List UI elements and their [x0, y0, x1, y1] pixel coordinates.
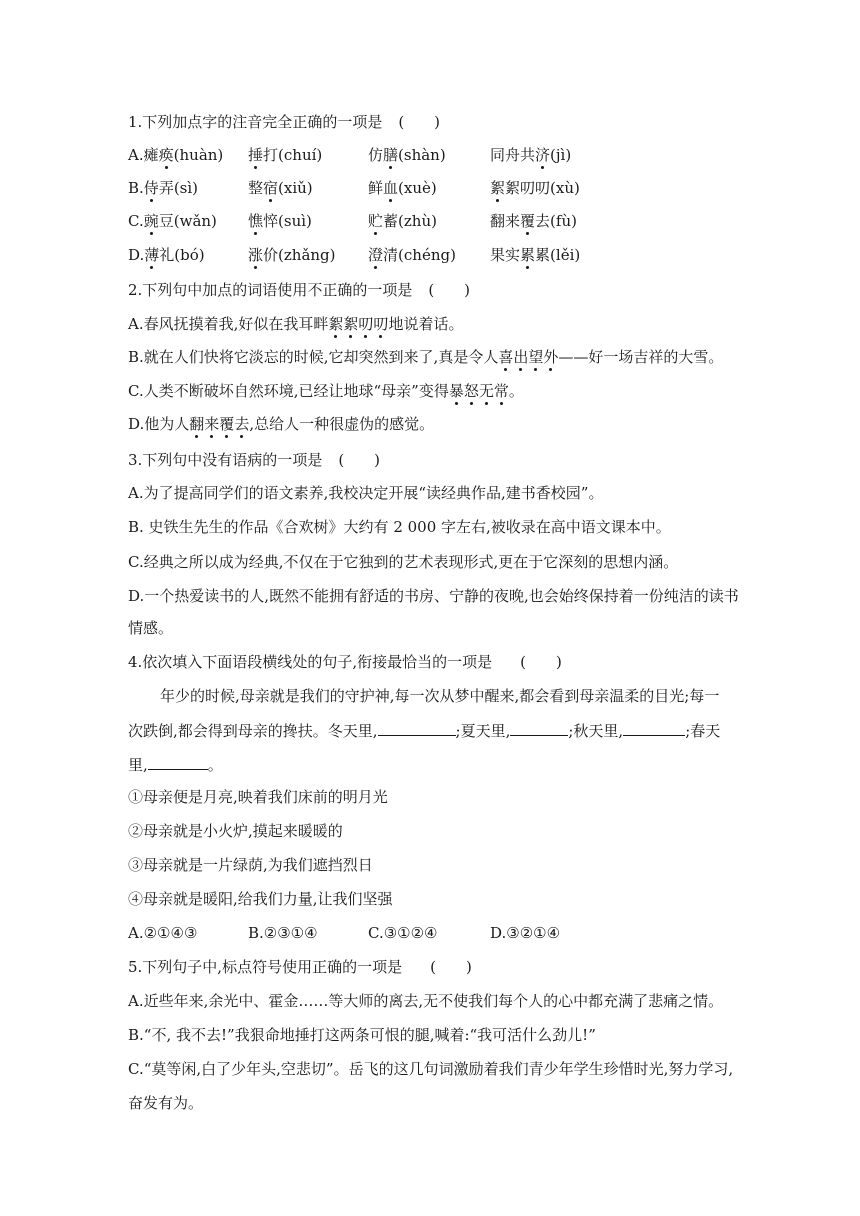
q4-sentence-1: ①母亲便是月亮,映着我们床前的明月光 — [128, 788, 388, 806]
q3-option-a: A.为了提高同学们的语文素养,我校决定开展“读经典作品,建书香校园”。 — [128, 484, 604, 502]
q1-stem: 1.下列加点字的注音完全正确的一项是 ( ) — [128, 113, 441, 131]
q3-option-c: C.经典之所以成为经典,不仅在于它独到的艺术表现形式,更在于它深刻的思想内涵。 — [128, 553, 679, 571]
q4-sentence-4: ④母亲就是暖阳,给我们力量,让我们坚强 — [128, 890, 393, 908]
q5-stem: 5.下列句子中,标点符号使用正确的一项是 ( ) — [128, 958, 472, 976]
q4-stem: 4.依次填入下面语段横线处的句子,衔接最恰当的一项是 ( ) — [128, 653, 562, 671]
q5-option-b: B.“不, 我不去!”我狠命地捶打这两条可恨的腿,喊着:“我可活什么劲儿!” — [128, 1026, 596, 1044]
q4-sentence-3: ③母亲就是一片绿荫,为我们遮挡烈日 — [128, 856, 373, 874]
q2-option-d: D.他为人翻来覆去,总给人一种很虚伪的感觉。 — [128, 415, 435, 433]
q5-option-c-line1: C.“莫等闲,白了少年头,空悲切”。岳飞的这几句词激励着我们青少年学生珍惜时光,努力学习, — [128, 1060, 734, 1078]
q4-blank-3[interactable] — [623, 720, 685, 736]
q4-passage-line3: 里, 。 — [128, 756, 223, 774]
q4-choice-c: C.③①②④ — [368, 924, 438, 942]
q5-option-c-line2: 奋发有为。 — [128, 1094, 204, 1112]
q4-choice-a: A.②①④③ — [128, 924, 198, 942]
q2-stem: 2.下列句中加点的词语使用不正确的一项是 ( ) — [128, 281, 471, 299]
q2-option-b: B.就在人们快将它淡忘的时候,它却突然到来了,真是令人喜出望外——好一场吉祥的大雪。 — [128, 348, 724, 366]
q4-passage-line1: 年少的时候,母亲就是我们的守护神,每一次从梦中醒来,都会看到母亲温柔的目光;每一 — [160, 687, 720, 705]
q4-choice-b: B.②③①④ — [248, 924, 318, 942]
q4-blank-4[interactable] — [148, 754, 208, 770]
document-page: 1.下列加点字的注音完全正确的一项是 ( ) A.瘫痪(huàn) 捶打(chuí) 仿膳(shàn) 同舟共济(jì) B.侍弄(sì) 整宿(xiǔ) 鲜血(xuè) 絮絮叨叨(xù) C.豌豆(wǎn) 憔悴(suì) 贮蓄(zhù) 翻来覆去(fù) D.薄礼(bó) 涨价(zhǎng) 澄清(chéng) 果实累累(lěi) 2.下列句中加点的词语使用不正确的一项是 ( ) A.春风抚摸着我,好似在我耳畔絮絮叨叨地说着话。 B.就在人们快将它淡忘的时候,它却突然到来了,真是令人喜出望外——好一场吉祥的大雪。 C.人类不断破坏自然环境,已经让地球“母亲”变得暴怒无常。 D.他为人翻来覆去,总给人一种很虚伪的感觉。 3.下列句中没有语病的一项是 ( ) A.为了提高同学们的语文素养,我校决定开展“读经典作品,建书香校园”。 B. 史铁生先生的作品《合欢树》大约有 2 000 字左右,被收录在高中语文课本中。 C.经典之所以成为经典,不仅在于它独到的艺术表现形式,更在于它深刻的思想内涵。 D.一个热爱读书的人,既然不能拥有舒适的书房、宁静的夜晚,也会始终保持着一份纯洁的读书 情感。 4.依次填入下面语段横线处的句子,衔接最恰当的一项是 ( ) 年少的时候,母亲就是我们的守护神,每一次从梦中醒来,都会看到母亲温柔的目光;每一 次跌倒,都会得到母亲的搀扶。冬天里, ;夏天里, ;秋天里, ;春天 里, 。 ①母亲便是月亮,映着我们床前的明月光 ②母亲就是小火炉,摸起来暖暖的 ③母亲就是一片绿荫,为我们遮挡烈日 ④母亲就是暖阳,给我们力量,让我们坚强 A.②①④③ B.②③①④ C.③①②④ D.③②①④ 5.下列句子中,标点符号使用正确的一项是 ( ) A.近些年来,余光中、霍金……等大师的离去,无不使我们每个人的心中都充满了悲痛之情。 B.“不, 我不去!”我狠命地捶打这两条可恨的腿,喊着:“我可活什么劲儿!” C.“莫等闲,白了少年头,空悲切”。岳飞的这几句词激励着我们青少年学生珍惜时光,努力学习, 奋发有为。 — [128, 113, 739, 1112]
q4-passage-line2: 次跌倒,都会得到母亲的搀扶。冬天里, ;夏天里, ;秋天里, ;春天 — [128, 722, 721, 740]
q4-sentence-2: ②母亲就是小火炉,摸起来暖暖的 — [128, 822, 343, 840]
q3-option-d-line2: 情感。 — [128, 619, 174, 637]
q4-choice-d: D.③②①④ — [490, 924, 561, 942]
q5-option-a: A.近些年来,余光中、霍金……等大师的离去,无不使我们每个人的心中都充满了悲痛之情。 — [128, 992, 724, 1010]
q3-option-b: B. 史铁生先生的作品《合欢树》大约有 2 000 字左右,被收录在高中语文课本中。 — [128, 518, 671, 536]
q2-option-c: C.人类不断破坏自然环境,已经让地球“母亲”变得暴怒无常。 — [128, 382, 524, 400]
q4-blank-1[interactable] — [378, 720, 456, 736]
q3-stem: 3.下列句中没有语病的一项是 ( ) — [128, 451, 381, 469]
q2-option-a: A.春风抚摸着我,好似在我耳畔絮絮叨叨地说着话。 — [128, 315, 464, 333]
q4-blank-2[interactable] — [510, 720, 568, 736]
q3-option-d-line1: D.一个热爱读书的人,既然不能拥有舒适的书房、宁静的夜晚,也会始终保持着一份纯洁的读书 — [128, 587, 739, 605]
